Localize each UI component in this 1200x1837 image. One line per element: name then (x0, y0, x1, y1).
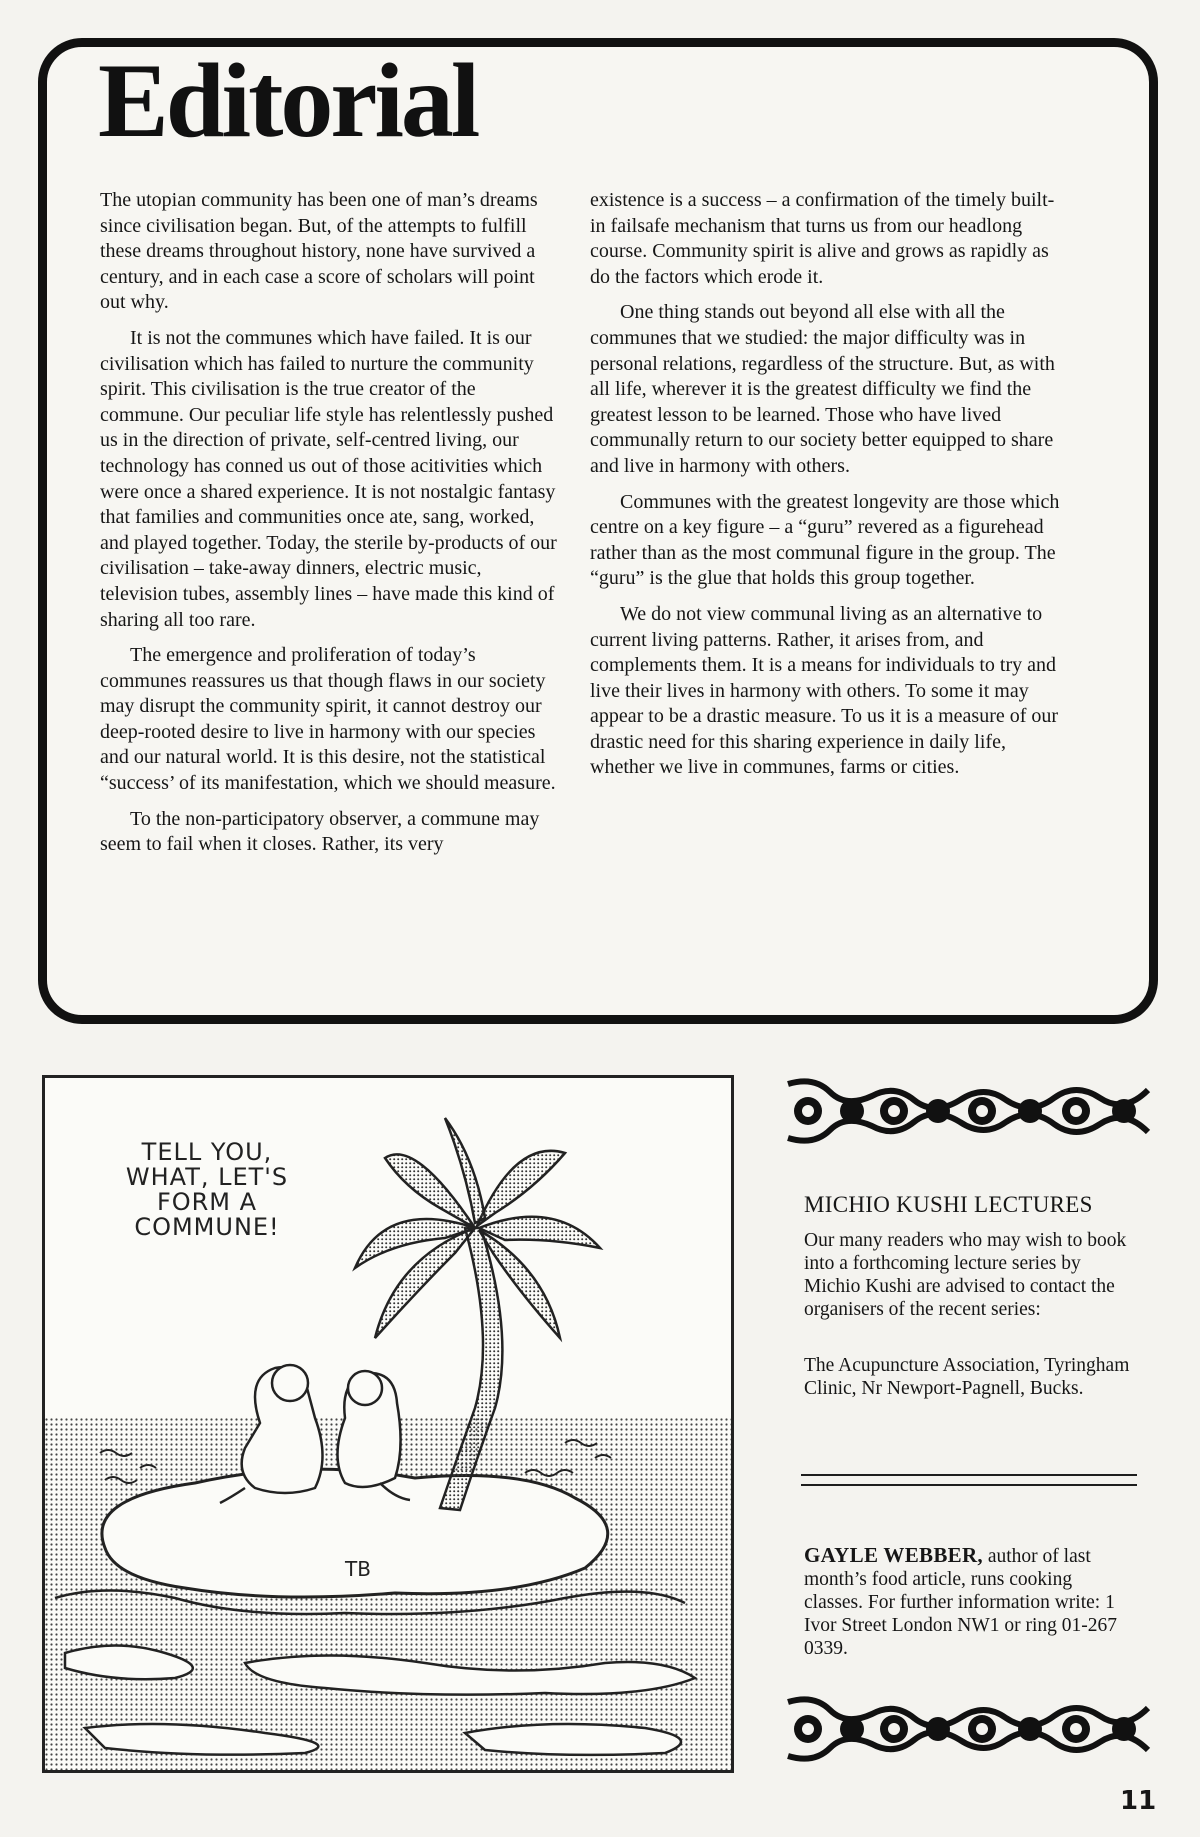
decorative-border-bottom (784, 1692, 1152, 1766)
divider-line (801, 1474, 1137, 1476)
island-cartoon (42, 1075, 734, 1773)
speech-text (107, 1140, 307, 1240)
palm-leaves (355, 1118, 600, 1338)
editorial-paragraph: We do not view communal living as an alternative to current living patterns. Rather, it arises from, and complements them. It is a means for individuals to try and live their lives in harmony with others. To some it may appear to be a drastic measure. To us it is a measure of our drastic need for this sharing experience in daily life, whether we live in communes, farms or cities. (590, 602, 1059, 779)
editorial-paragraph: existence is a success – a confirmation of the timely built-in failsafe mechanism that turns us from our headlong course. Community spirit is alive and grows as rapidly as do the factors which erode it. (590, 189, 1055, 288)
speech-line: WHAT, LET'S (125, 1163, 289, 1191)
gayle-webber-name: GAYLE WEBBER, (804, 1543, 983, 1567)
editorial-title: Editorial (98, 42, 478, 159)
editorial-paragraph: One thing stands out beyond all else with all the communes that we studied: the major difficulty was in personal relations, regardless of the structure. But, as with all life, wherever it is the greatest difficulty we find the greatest lesson to be learned. Those who have lived communally return to our society better equipped to share and live in harmony with others. (590, 301, 1055, 477)
lectures-heading: MICHIO KUSHI LECTURES (804, 1192, 1093, 1217)
gayle-webber-text: author of last month’s food article, runs cooking classes. For further information write: 1 Ivor Street London NW1 or ring 01-267 0339. (804, 1546, 1118, 1659)
speech-line: COMMUNE! (134, 1213, 280, 1241)
editorial-paragraph: The emergence and proliferation of today’s communes reassures us that though flaws in our society may disrupt the community spirit, it cannot destroy our deep-rooted desire to live in harmony with our species and our natural world. It is this desire, not the statistical “success’ of its manifestation, which we should measure. (100, 644, 556, 795)
lectures-address: The Acupuncture Association, Tyringham Clinic, Nr Newport-Pagnell, Bucks. (804, 1355, 1130, 1399)
decorative-border-top (784, 1074, 1152, 1148)
cartoonist-signature: TB (345, 1557, 371, 1581)
gayle-webber-notice (804, 1544, 1134, 1660)
page-number: 11 (1120, 1786, 1157, 1816)
lectures-body: Our many readers who may wish to book into a forthcoming lecture series by Michio Kushi are advised to contact the organisers of the recent series: (804, 1230, 1127, 1320)
speech-line: TELL YOU, (141, 1138, 273, 1166)
editorial-paragraph: The utopian community has been one of man’s dreams since civilisation began. But, of the attempts to fulfill these dreams throughout history, none have survived a century, and in each case a score of scholars will point out why. (100, 189, 538, 314)
editorial-right-column (590, 188, 1060, 791)
editorial-left-column (100, 188, 560, 868)
editorial-paragraph: To the non-participatory observer, a commune may seem to fail when it closes. Rather, its very (100, 807, 540, 856)
editorial-paragraph: It is not the communes which have failed. It is our civilisation which has failed to nurture the community spirit. This civilisation is the true creator of the commune. Our peculiar life style has relentlessly pushed us in the direction of private, self-centred living, our technology has conned us out of those acitivities which were once a shared experience. It is not nostalgic fantasy that families and communities once ate, sang, worked, and played together. Today, the sterile by-products of our civilisation – take-away dinners, electric music, television tubes, assembly lines – have made this kind of sharing all too rare. (100, 326, 557, 631)
speech-line: FORM A (156, 1188, 258, 1216)
divider-line (801, 1484, 1137, 1486)
editorial-paragraph: Communes with the greatest longevity are those which centre on a key figure – a “guru” revered as a figurehead rather than as the most communal figure in the group. The “guru” is the glue that holds this group together. (590, 490, 1060, 590)
